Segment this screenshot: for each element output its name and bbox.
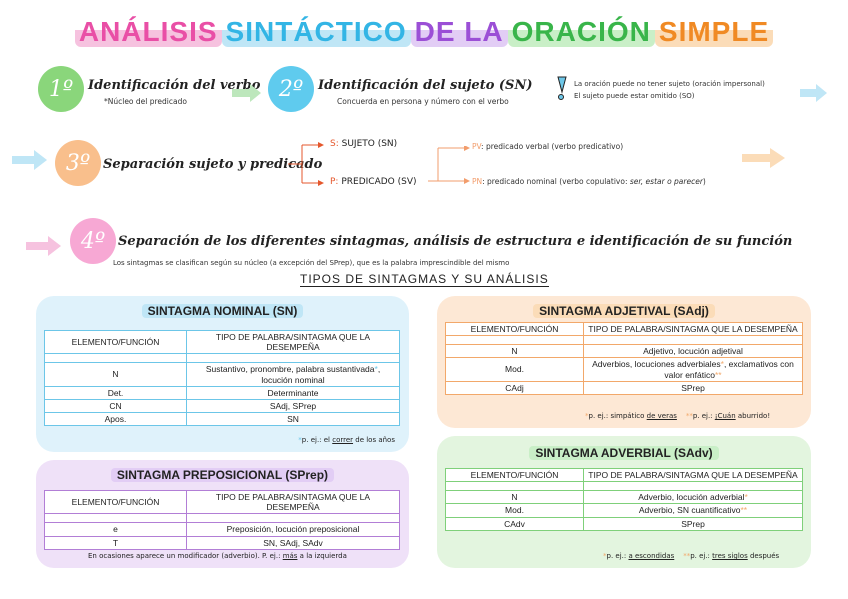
asterisk: * <box>374 364 378 375</box>
step-4-circle: 4º <box>70 218 116 264</box>
predicate-label <box>330 177 417 187</box>
title-part-4: ORACIÓN <box>508 16 655 47</box>
table-row <box>446 504 803 517</box>
asterisk: * <box>298 436 302 444</box>
step-1-circle: 1º <box>38 66 84 112</box>
asterisk: ** <box>740 505 748 516</box>
section-title: TIPOS DE SINTAGMAS Y SU ANÁLISIS <box>300 272 549 286</box>
nominal-footnote <box>298 436 395 444</box>
cell: T <box>45 536 187 549</box>
cell: CN <box>45 399 187 412</box>
foot-text: de los años <box>353 436 395 444</box>
arrow-right-icon <box>742 148 786 168</box>
exclamation-icon <box>553 75 569 101</box>
foot-example: ¡Cuán <box>714 412 736 420</box>
panel-title: SINTAGMA ADJETIVAL (SAdj) <box>533 304 715 318</box>
table-row <box>45 399 400 412</box>
foot-example: más <box>282 552 298 560</box>
foot-text: p. ej.: <box>692 412 715 420</box>
foot-example: correr <box>332 436 354 444</box>
foot-text: aburrido! <box>735 412 771 420</box>
foot-text: p. ej.: <box>606 552 629 560</box>
step-1-title: Identificación del verbo <box>88 78 261 93</box>
preposicional-footnote <box>88 552 347 560</box>
panel-title: SINTAGMA PREPOSICIONAL (SPrep) <box>111 468 334 482</box>
asterisk: * <box>744 492 748 503</box>
foot-text: a la izquierda <box>297 552 347 560</box>
table-row <box>45 386 400 399</box>
asterisk: ** <box>683 552 691 560</box>
panel-sintagma-nominal <box>36 296 409 452</box>
table-row <box>446 345 803 358</box>
pn-italic: ser, estar o parecer <box>629 177 703 186</box>
title-part-1: ANÁLISIS <box>75 16 222 47</box>
title-part-2: SINTÁCTICO <box>222 16 411 47</box>
table-row <box>45 523 400 536</box>
header-cell: ELEMENTO/FUNCIÓN <box>45 331 187 354</box>
pv-label <box>472 142 623 151</box>
panel-title: SINTAGMA ADVERBIAL (SAdv) <box>529 446 718 460</box>
cell-text: , locución nominal <box>261 364 381 385</box>
step-2-title: Identificación del sujeto (SN) <box>318 78 533 93</box>
pv-text: : predicado verbal (verbo predicativo) <box>481 142 624 151</box>
header-cell: TIPO DE PALABRA/SINTAGMA QUE LA DESEMPEÑA <box>187 331 400 354</box>
cell: CAdv <box>446 517 584 530</box>
arrow-right-icon <box>800 84 828 102</box>
asterisk: * <box>585 412 589 420</box>
header-cell: ELEMENTO/FUNCIÓN <box>45 491 187 514</box>
foot-example: tres siglos <box>712 552 748 560</box>
table-row <box>446 381 803 394</box>
arrow-right-icon <box>12 150 48 170</box>
header-cell: ELEMENTO/FUNCIÓN <box>446 469 584 482</box>
cell: Apos. <box>45 413 187 426</box>
asterisk: * <box>603 552 607 560</box>
step-2-subtitle: Concuerda en persona y número con el verbo <box>337 97 509 106</box>
table-row <box>446 358 803 381</box>
panel-sintagma-adjetival <box>437 296 811 428</box>
table-row <box>45 363 400 386</box>
cell: Determinante <box>187 386 400 399</box>
cell-text: Adverbio, SN cuantificativo <box>638 505 741 516</box>
table-header <box>45 491 400 514</box>
header-cell: TIPO DE PALABRA/SINTAGMA QUE LA DESEMPEÑA <box>584 323 803 336</box>
table-header <box>446 323 803 336</box>
cell: Adjetivo, locución adjetival <box>584 345 803 358</box>
cell <box>584 504 803 517</box>
arrow-right-icon <box>232 84 262 102</box>
step-4-subtitle: Los sintagmas se clasifican según su núcleo (a excepción del SPrep), que es la palabra imprescindible del mismo <box>113 259 510 267</box>
foot-text: después <box>747 552 780 560</box>
table-header <box>45 331 400 354</box>
cell <box>584 358 803 381</box>
header-cell: ELEMENTO/FUNCIÓN <box>446 323 584 336</box>
table-header <box>446 469 803 482</box>
asterisk: * <box>720 359 724 370</box>
foot-text: p. ej.: simpático <box>588 412 647 420</box>
asterisk: ** <box>685 412 693 420</box>
cell-text: Adverbios, locuciones adverbiales <box>592 359 721 370</box>
cell-text: Adverbio, locución adverbial <box>638 492 745 503</box>
foot-text: p. ej.: <box>690 552 713 560</box>
cell-text: , exclamativos con valor enfático <box>664 359 794 380</box>
foot-text: En ocasiones aparece un modificador (adverbio). P. ej.: <box>88 552 283 560</box>
cell <box>187 363 400 386</box>
step-4-title: Separación de los diferentes sintagmas, análisis de estructura e identificación de su función <box>118 234 793 249</box>
step-2-circle: 2º <box>268 66 314 112</box>
panel-sintagma-preposicional <box>36 460 409 568</box>
cell: Preposición, locución preposicional <box>187 523 400 536</box>
pn-text: : predicado nominal (verbo copulativo: <box>482 177 630 186</box>
predicate-text: PREDICADO (SV) <box>341 177 417 187</box>
asterisk: ** <box>714 369 722 380</box>
pn-end: ) <box>702 177 706 186</box>
split-connector <box>288 140 328 188</box>
step-3-circle: 3º <box>55 140 101 186</box>
title-part-3: DE LA <box>411 16 508 47</box>
nominal-table <box>44 330 400 426</box>
preposicional-table <box>44 490 400 550</box>
pv-prefix: PV <box>472 142 482 151</box>
warning-line-1: La oración puede no tener sujeto (oración impersonal) <box>574 80 765 88</box>
cell: SPrep <box>584 381 803 394</box>
cell: Det. <box>45 386 187 399</box>
foot-text: p. ej.: el <box>301 436 333 444</box>
cell: N <box>446 345 584 358</box>
table-row <box>45 413 400 426</box>
pn-label <box>472 177 706 186</box>
pn-prefix: PN <box>472 177 483 186</box>
title-part-5: SIMPLE <box>655 16 773 47</box>
panel-sintagma-adverbial <box>437 436 811 568</box>
predicate-connector <box>428 146 472 188</box>
cell-text: Sustantivo, pronombre, palabra sustantivada <box>205 364 375 375</box>
cell: CAdj <box>446 381 584 394</box>
header-cell: TIPO DE PALABRA/SINTAGMA QUE LA DESEMPEÑA <box>584 469 803 482</box>
cell: SAdj, SPrep <box>187 399 400 412</box>
foot-example: a escondidas <box>628 552 675 560</box>
cell: N <box>45 363 187 386</box>
predicate-prefix: P: <box>330 177 339 187</box>
cell: Mod. <box>446 504 584 517</box>
subject-text: SUJETO (SN) <box>341 139 398 149</box>
adverbial-table <box>445 468 803 531</box>
table-row <box>446 517 803 530</box>
panel-title: SINTAGMA NOMINAL (SN) <box>142 304 304 318</box>
table-row <box>446 491 803 504</box>
adjetival-table <box>445 322 803 395</box>
arrow-right-icon <box>26 236 62 256</box>
cell: e <box>45 523 187 536</box>
cell: SPrep <box>584 517 803 530</box>
adverbial-footnote <box>603 552 779 560</box>
subject-label <box>330 139 397 149</box>
cell: SN <box>187 413 400 426</box>
cell: SN, SAdj, SAdv <box>187 536 400 549</box>
page-title <box>0 16 848 48</box>
header-cell: TIPO DE PALABRA/SINTAGMA QUE LA DESEMPEÑA <box>187 491 400 514</box>
adjetival-footnote <box>585 412 770 420</box>
cell <box>584 491 803 504</box>
foot-example: de veras <box>646 412 677 420</box>
cell: Mod. <box>446 358 584 381</box>
table-row <box>45 536 400 549</box>
warning-line-2: El sujeto puede estar omitido (SO) <box>574 92 695 100</box>
cell: N <box>446 491 584 504</box>
step-1-subtitle: *Núcleo del predicado <box>104 97 187 106</box>
step-3-title: Separación sujeto y predicado <box>103 157 323 172</box>
subject-prefix: S: <box>330 139 339 149</box>
